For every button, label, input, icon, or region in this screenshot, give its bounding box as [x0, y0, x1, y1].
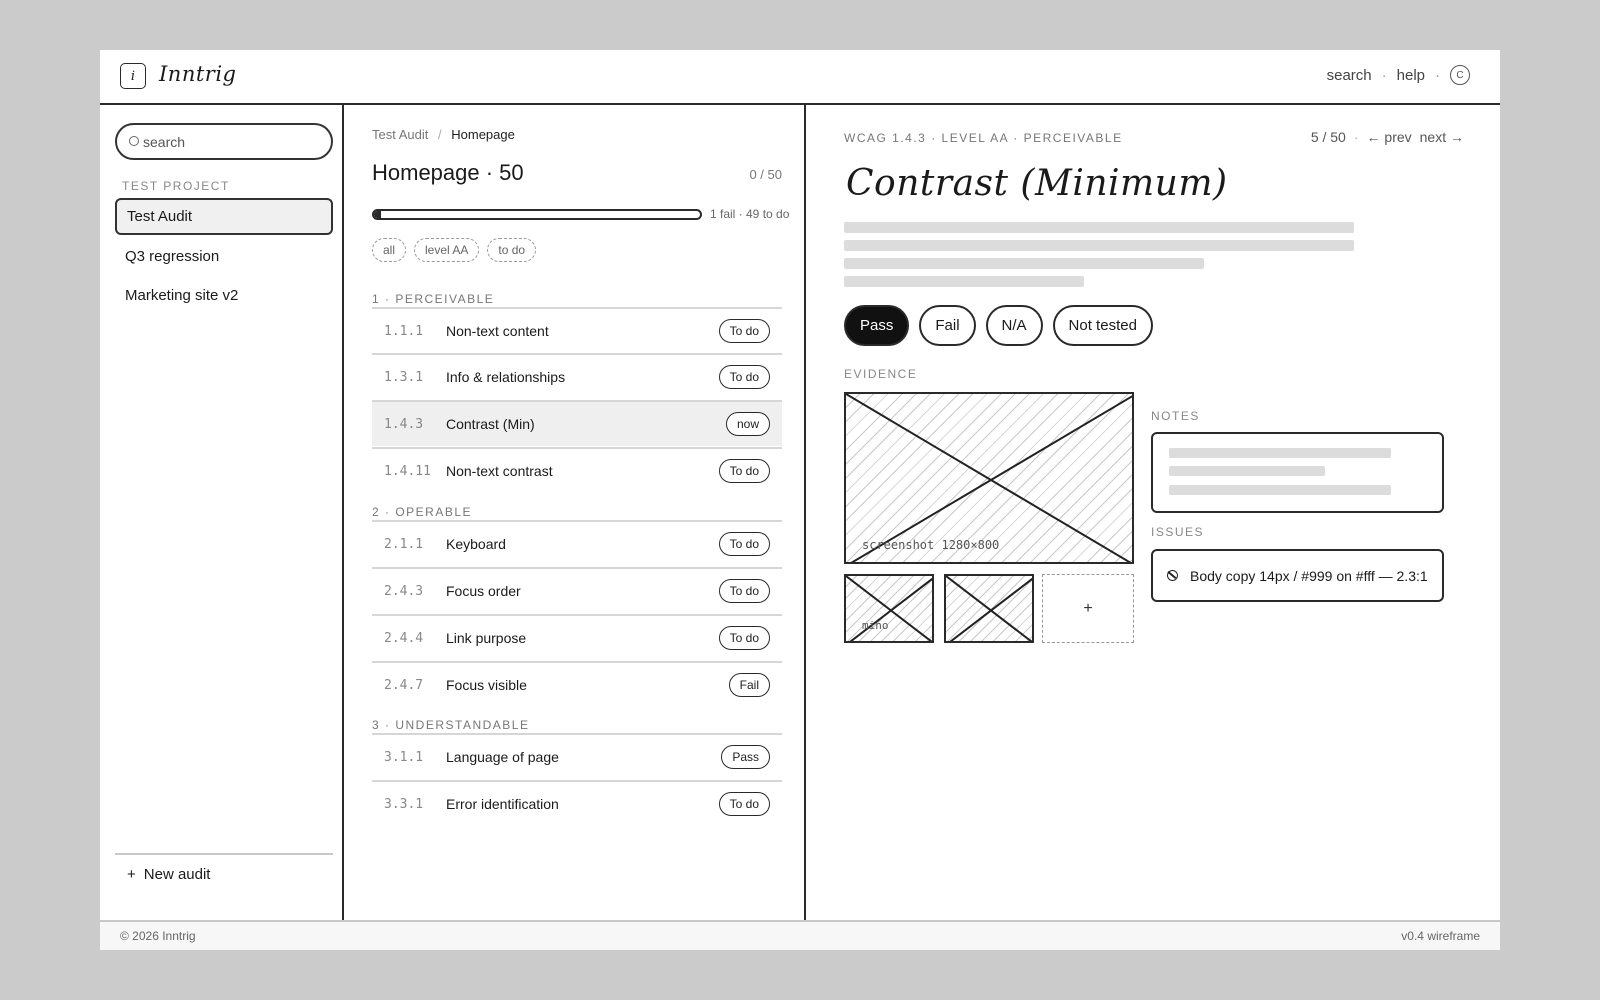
na-button[interactable]: N/A	[986, 305, 1043, 346]
app-frame	[100, 50, 1500, 950]
criterion-row[interactable]	[372, 447, 782, 493]
criterion-number: 1.4.3	[384, 416, 424, 432]
criterion-meta: WCAG 1.4.3 · LEVEL AA · PERCEIVABLE	[844, 131, 1123, 145]
group-label: 3 · UNDERSTANDABLE	[372, 718, 530, 732]
criterion-number: 3.3.1	[384, 796, 424, 812]
filter-chip-all[interactable]: all	[372, 238, 406, 262]
copyright: © 2026 Inntrig	[120, 929, 196, 943]
status-badge: To do	[719, 626, 770, 650]
nav-separator: ·	[1435, 66, 1440, 84]
criterion-row[interactable]	[372, 520, 782, 566]
criterion-row[interactable]	[372, 307, 782, 353]
criterion-number: 2.1.1	[384, 536, 424, 552]
evidence-thumbnail[interactable]	[844, 574, 934, 643]
description-placeholder-line	[844, 240, 1354, 251]
image-placeholder-icon	[846, 576, 934, 643]
next-button[interactable]: next →	[1419, 129, 1464, 145]
notes-placeholder-line	[1169, 448, 1391, 458]
screenshot-caption: screenshot 1280×800	[862, 538, 1000, 552]
sidebar-item-q3-regression[interactable]	[115, 238, 333, 275]
brand-name[interactable]: Inntrig	[159, 62, 237, 86]
avatar[interactable]: C	[1450, 65, 1470, 85]
filter-chip-to-do[interactable]: to do	[487, 238, 536, 262]
status-badge: Fail	[729, 673, 770, 697]
pager-separator: ·	[1353, 129, 1359, 145]
criterion-name: Info & relationships	[446, 369, 566, 385]
criterion-number: 2.4.4	[384, 630, 424, 646]
new-audit-label: New audit	[143, 865, 211, 883]
breadcrumb	[372, 127, 515, 142]
criterion-title: Contrast (Minimum)	[846, 163, 1228, 204]
group-label: 1 · PERCEIVABLE	[372, 292, 495, 306]
status-badge: now	[726, 412, 770, 436]
status-badge: To do	[719, 365, 770, 389]
sidebar-item-label: Q3 regression	[125, 248, 220, 265]
plus-icon: +	[1083, 599, 1093, 617]
evidence-label: EVIDENCE	[844, 367, 918, 381]
notes-label: NOTES	[1151, 409, 1200, 423]
criterion-name: Language of page	[446, 749, 559, 765]
progress-summary: 1 fail · 49 to do	[710, 207, 790, 221]
top-bar	[100, 50, 1500, 105]
image-placeholder-icon	[946, 576, 1034, 643]
description-placeholder-line	[844, 222, 1354, 233]
nav-separator: ·	[1381, 66, 1387, 84]
pager-position: 5 / 50	[1310, 129, 1346, 145]
criterion-name: Focus order	[446, 583, 521, 599]
status-badge: To do	[719, 579, 770, 603]
prev-button[interactable]: ← prev	[1366, 129, 1412, 145]
notes-placeholder-line	[1169, 466, 1325, 476]
criterion-row[interactable]	[372, 614, 782, 660]
sidebar-item-marketing-site[interactable]	[115, 277, 333, 314]
evidence-screenshot[interactable]	[844, 392, 1134, 564]
footer	[100, 920, 1500, 950]
search-input[interactable]	[115, 123, 333, 160]
pass-button[interactable]: Pass	[844, 305, 909, 346]
criterion-row-current[interactable]	[372, 400, 782, 446]
pager	[1311, 129, 1464, 145]
criterion-name: Contrast (Min)	[446, 416, 535, 432]
criterion-number: 1.4.11	[384, 463, 431, 479]
criterion-name: Link purpose	[446, 630, 527, 646]
criterion-number: 2.4.3	[384, 583, 424, 599]
description-placeholder-line	[844, 276, 1084, 287]
thumbnail-caption: mino	[862, 619, 889, 632]
notes-field[interactable]	[1151, 432, 1444, 513]
criterion-detail-panel	[806, 105, 1492, 920]
issues-label: ISSUES	[1151, 525, 1205, 539]
evidence-thumbnail[interactable]	[944, 574, 1034, 643]
top-nav	[1327, 65, 1470, 85]
breadcrumb-separator: /	[438, 127, 442, 142]
new-audit-button[interactable]	[115, 853, 333, 893]
sidebar-item-label: Test Audit	[127, 208, 193, 225]
breadcrumb-parent[interactable]: Test Audit	[372, 127, 429, 142]
criterion-name: Keyboard	[446, 536, 506, 552]
status-badge: Pass	[721, 745, 770, 769]
criterion-row[interactable]	[372, 661, 782, 707]
filter-chip-level-aa[interactable]: level AA	[414, 238, 479, 262]
sidebar	[100, 105, 350, 920]
status-badge: To do	[719, 319, 770, 343]
criterion-number: 1.3.1	[384, 369, 424, 385]
criterion-name: Non-text content	[446, 323, 549, 339]
criterion-number: 2.4.7	[384, 677, 424, 693]
criterion-row[interactable]	[372, 733, 782, 779]
add-evidence-button[interactable]	[1042, 574, 1134, 643]
criterion-number: 3.1.1	[384, 749, 424, 765]
page-title: Homepage · 50	[372, 160, 524, 185]
criterion-name: Error identification	[446, 796, 559, 812]
breadcrumb-current: Homepage	[451, 127, 515, 142]
blocked-icon	[1167, 570, 1178, 581]
issue-item[interactable]	[1151, 549, 1444, 602]
criterion-number: 1.1.1	[384, 323, 424, 339]
description-placeholder-line	[844, 258, 1204, 269]
criterion-name: Non-text contrast	[446, 463, 553, 479]
version-label: v0.4 wireframe	[1401, 929, 1480, 943]
project-label: TEST PROJECT	[122, 179, 230, 193]
group-label: 2 · OPERABLE	[372, 505, 473, 519]
fail-button[interactable]: Fail	[919, 305, 975, 346]
progress-bar	[372, 209, 702, 220]
search-placeholder: search	[143, 133, 186, 150]
filter-chips	[372, 238, 536, 262]
progress-count: 0 / 50	[749, 167, 782, 182]
issue-text: Body copy 14px / #999 on #fff — 2.3:1	[1190, 567, 1428, 584]
criteria-list-panel	[344, 105, 804, 920]
not-tested-button[interactable]: Not tested	[1053, 305, 1153, 346]
status-badge: To do	[719, 532, 770, 556]
search-link[interactable]: search	[1326, 66, 1372, 84]
search-icon	[129, 136, 139, 146]
status-badge: To do	[719, 459, 770, 483]
sidebar-item-label: Marketing site v2	[125, 287, 239, 304]
criterion-row[interactable]	[372, 353, 782, 399]
result-buttons	[844, 305, 1153, 346]
status-badge: To do	[719, 792, 770, 816]
help-link[interactable]: help	[1396, 66, 1425, 84]
criterion-row[interactable]	[372, 567, 782, 613]
criterion-name: Focus visible	[446, 677, 527, 693]
criterion-row[interactable]	[372, 780, 782, 826]
logo-icon: i	[120, 63, 146, 89]
notes-placeholder-line	[1169, 485, 1391, 495]
plus-icon: +	[127, 865, 136, 883]
sidebar-item-test-audit[interactable]	[115, 198, 333, 235]
progress-fill	[374, 211, 381, 218]
